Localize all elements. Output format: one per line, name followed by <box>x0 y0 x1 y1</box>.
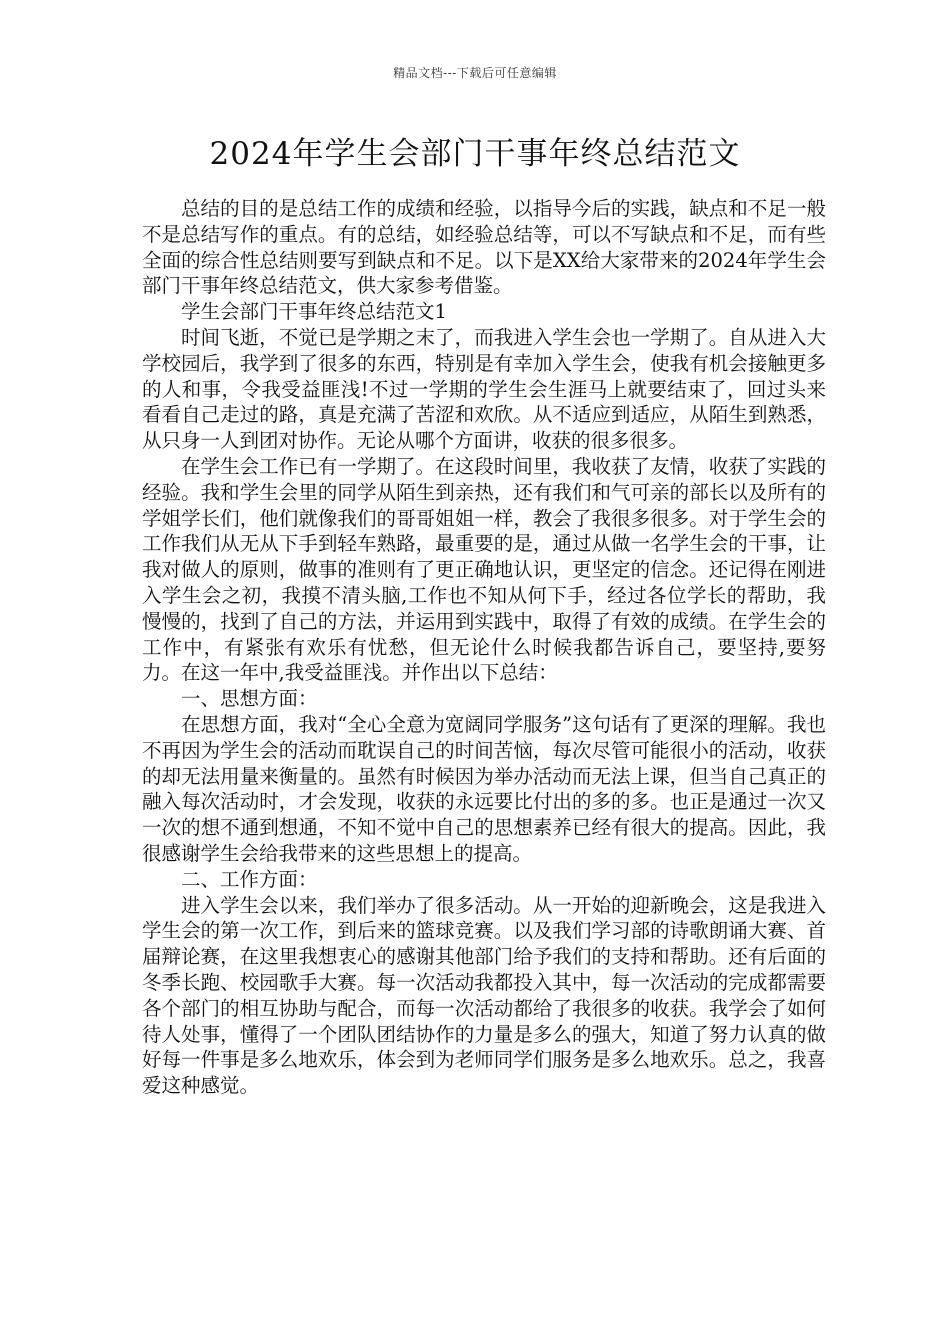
section-heading-thought: 一、思想方面： <box>181 687 318 711</box>
intro-paragraph: 总结的目的是总结工作的成绩和经验，以指导今后的实践，缺点和不足一般不是总结写作的重点。有的总结，如经验总结等，可以不写缺点和不足，而有些全面的综合性总结则要写到缺点和不足。以下是XX给大家带来的2024年学生会部门干事年终总结范文，供大家参考借鉴。 <box>142 197 826 298</box>
document-title: 2024年学生会部门干事年终总结范文 <box>209 136 741 172</box>
section-heading-sample-1: 学生会部门干事年终总结范文1 <box>181 300 447 324</box>
body-paragraph: 进入学生会以来，我们举办了很多活动。从一开始的迎新晚会，这是我进入学生会的第一次工作，到后来的篮球竞赛。以及我们学习部的诗歌朗诵大赛、首届辩论赛，在这里我想衷心的感谢其他部门给予我们的支持和帮助。还有后面的冬季长跑、校园歌手大赛。每一次活动我都投入其中，每一次活动的完成都需要各个部门的相互协助与配合，而每一次活动都给了我很多的收获。我学会了如何待人处事，懂得了一个团队团结协作的力量是多么的强大，知道了努力认真的做好每一件事是多么地欢乐，体会到为老师同学们服务是多么地欢乐。总之，我喜爱这种感觉。 <box>142 893 826 1098</box>
body-paragraph: 在思想方面，我对“全心全意为宽阔同学服务”这句话有了更深的理解。我也不再因为学生会的活动而耽误自己的时间苦恼，每次尽管可能很小的活动，收获的却无法用量来衡量的。虽然有时候因为举办活动而无法上课，但当自己真正的融入每次活动时，才会发现，收获的永远要比付出的多的多。也正是通过一次又一次的想不通到想通，不知不觉中自己的思想素养已经有很大的提高。因此，我很感谢学生会给我带来的这些思想上的提高。 <box>142 712 826 865</box>
body-paragraph: 在学生会工作已有一学期了。在这段时间里，我收获了友情，收获了实践的经验。我和学生会里的同学从陌生到亲热，还有我们和气可亲的部长以及所有的学姐学长们，他们就像我们的哥哥姐姐一样，教会了我很多很多。对于学生会的工作我们从无从下手到轻车熟路，最重要的是，通过从做一名学生会的干事，让我对做人的原则，做事的准则有了更正确地认识，更坚定的信念。还记得在刚进入学生会之初，我摸不清头脑,工作也不知从何下手，经过各位学长的帮助，我慢慢的，找到了自己的方法，并运用到实践中，取得了有效的成绩。在学生会的工作中，有紧张有欢乐有忧愁，但无论什么时候我都告诉自己，要坚持,要努力。在这一年中,我受益匪浅。并作出以下总结： <box>142 454 826 685</box>
section-heading-work: 二、工作方面： <box>181 867 318 891</box>
body-paragraph: 时间飞逝，不觉已是学期之末了，而我进入学生会也一学期了。自从进入大学校园后，我学到了很多的东西，特别是有幸加入学生会，使我有机会接触更多的人和事，令我受益匪浅!不过一学期的学生会生涯马上就要结束了，回过头来看看自己走过的路，真是充满了苦涩和欢欣。从不适应到适应，从陌生到熟悉，从只身一人到团对协作。无论从哪个方面讲，收获的很多很多。 <box>142 325 826 453</box>
page-header-note: 精品文档---下载后可任意编辑 <box>393 66 557 80</box>
document-body <box>142 196 826 1099</box>
